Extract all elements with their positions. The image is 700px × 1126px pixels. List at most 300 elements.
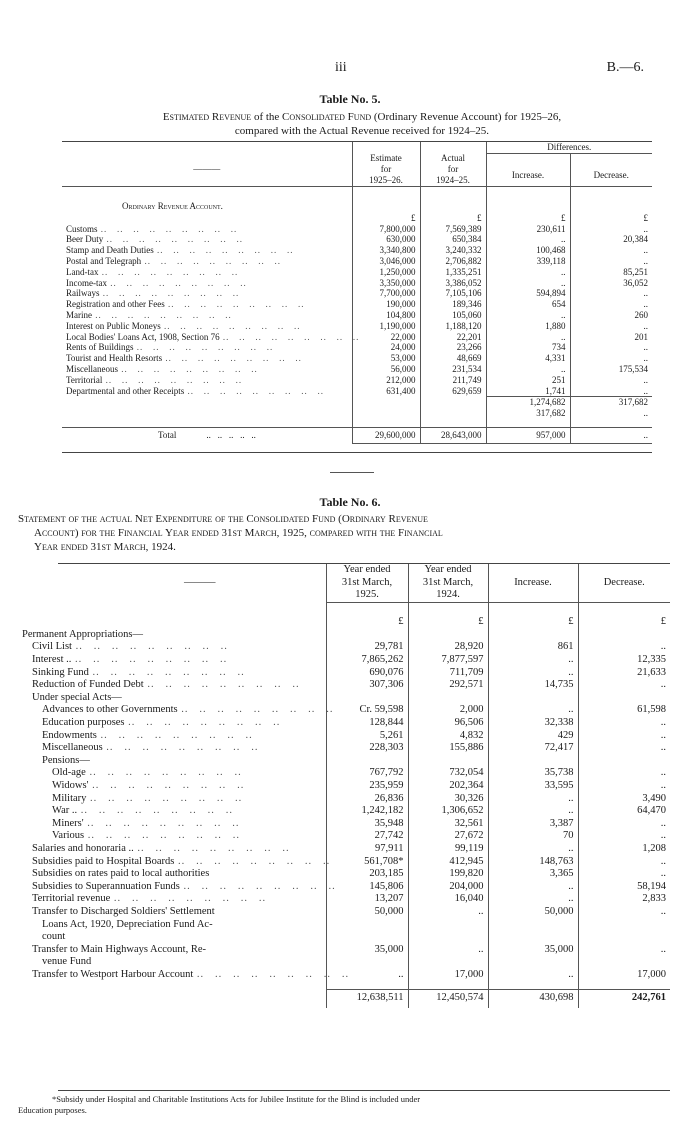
table5-cell-increase: 4,331	[486, 353, 570, 364]
table6-row-label: War .. .. .. .. .. .. .. .. .. ..	[52, 805, 233, 817]
table6-row-label: Under special Acts—	[32, 691, 122, 703]
table6-cell-1924: 17,000	[408, 969, 488, 982]
table5-cell-decrease: ..	[570, 321, 652, 332]
table6-row	[18, 730, 670, 743]
table6-row-label: Advances to other Governments .. .. .. .. .. .. .. .. ..	[42, 704, 334, 716]
table5-cell-decrease: 201	[570, 332, 652, 343]
table5-cell-decrease: ..	[570, 353, 652, 364]
page-number: iii	[335, 60, 347, 75]
table6-cell-1925: 228,303	[326, 742, 408, 755]
table6-row-label: Reduction of Funded Debt .. .. .. .. .. .. .. .. ..	[32, 679, 300, 691]
table5-row	[62, 245, 652, 256]
table6-cell-1924: 96,506	[408, 717, 488, 730]
table6-cell-decrease: ..	[578, 830, 670, 843]
table6-cell-1925: 13,207	[326, 893, 408, 906]
table6-bottom-rule	[58, 1090, 670, 1091]
table6-cell-1924: 16,040	[408, 893, 488, 906]
table5-cell-decrease: 175,534	[570, 364, 652, 375]
table5-row	[62, 332, 652, 343]
table6-cell-decrease: ..	[578, 767, 670, 780]
table6-cell-decrease	[578, 956, 670, 969]
table6-row	[18, 956, 670, 969]
table6-cell-1924: 732,054	[408, 767, 488, 780]
table5-cell-increase: 251	[486, 375, 570, 386]
table5-header-dash: ———	[193, 164, 221, 175]
table6-cell-1924: 99,119	[408, 843, 488, 856]
table6-cell-1925: 145,806	[326, 881, 408, 894]
table6-row-label: Subsidies on rates paid to local authorities	[32, 868, 210, 880]
table6-cell-1924: 28,920	[408, 641, 488, 654]
table6-row-label: Territorial revenue .. .. .. .. .. .. .. .. ..	[32, 893, 267, 905]
table6-row-label: venue Fund	[42, 956, 92, 968]
table6-row	[18, 906, 670, 919]
table5-bottom-rule	[62, 452, 652, 453]
table6-cell-1925	[326, 692, 408, 705]
table6-row	[18, 767, 670, 780]
table6-header-1925: Year ended	[326, 564, 408, 577]
table5-total-text: Total	[158, 429, 177, 440]
table6-row	[18, 654, 670, 667]
table5-row-label: Railways .. .. .. .. .. .. .. .. ..	[66, 288, 240, 299]
table6-header-1924-3: 1924.	[408, 589, 488, 602]
table6-row	[18, 868, 670, 881]
table6-cell-1924	[408, 931, 488, 944]
table6-cell-decrease	[578, 692, 670, 705]
table6-header-1924-2: 31st March,	[408, 577, 488, 590]
table6-cell-1925	[326, 931, 408, 944]
table5-cell-actual: 629,659	[420, 386, 486, 397]
table5-cell-actual: 650,384	[420, 234, 486, 245]
table6-row	[18, 830, 670, 843]
table5-cell-actual: 2,706,882	[420, 256, 486, 267]
table6-cell-increase: 70	[488, 830, 578, 843]
table5-cell-actual: 211,749	[420, 375, 486, 386]
table5-unit: £	[486, 213, 570, 224]
table5-row-label: Tourist and Health Resorts .. .. .. .. .. .. .. .. ..	[66, 353, 302, 364]
table5-row	[62, 386, 652, 397]
table6-row	[18, 818, 670, 831]
table6-cell-increase: 35,000	[488, 944, 578, 957]
table6-row	[18, 692, 670, 705]
table6-cell-1924: 1,306,652	[408, 805, 488, 818]
table6-row-label: Subsidies to Superannuation Funds .. .. .. .. .. .. .. .. ..	[32, 880, 336, 892]
table5-subtotal-increase: 1,274,682	[486, 397, 570, 408]
table6-row	[18, 667, 670, 680]
table6-cell-decrease: 61,598	[578, 704, 670, 717]
table6-cell-decrease: ..	[578, 906, 670, 919]
table6-cell-increase: ..	[488, 969, 578, 982]
table5-cell-estimate: 1,250,000	[352, 267, 420, 278]
table5-cell-actual: 48,669	[420, 353, 486, 364]
table6-cell-increase	[488, 629, 578, 642]
table5-cell-decrease: ..	[570, 224, 652, 235]
table6-cell-increase: ..	[488, 843, 578, 856]
table6-cell-increase: 72,417	[488, 742, 578, 755]
table5-unit: £	[570, 213, 652, 224]
table5-header-actual-3: 1924–25.	[420, 175, 486, 187]
table6-row	[18, 641, 670, 654]
table5-cell-increase: 654	[486, 299, 570, 310]
table5-cell-estimate: 7,700,000	[352, 288, 420, 299]
table5-cell-decrease: ..	[570, 386, 652, 397]
table6	[18, 564, 670, 1008]
table6-cell-increase	[488, 692, 578, 705]
table5-cell-estimate: 56,000	[352, 364, 420, 375]
table6-row	[18, 629, 670, 642]
table6-row-label: Miners' .. .. .. .. .. .. .. .. ..	[52, 817, 240, 829]
table5-row-label: Postal and Telegraph .. .. .. .. .. .. .. .. ..	[66, 256, 281, 267]
table6-cell-1924: ..	[408, 944, 488, 957]
table6-cell-increase: ..	[488, 793, 578, 806]
table6-cell-decrease: ..	[578, 856, 670, 869]
table6-row	[18, 931, 670, 944]
table5-total-decrease: ..	[570, 427, 652, 443]
table6-cell-1925: 97,911	[326, 843, 408, 856]
table5-total-actual: 28,643,000	[420, 427, 486, 443]
table6-cell-decrease: ..	[578, 679, 670, 692]
footnote	[18, 1094, 682, 1116]
table6-row	[18, 717, 670, 730]
table5-cell-actual: 231,534	[420, 364, 486, 375]
table6-total-increase: 430,698	[488, 990, 578, 1008]
table5-total-estimate: 29,600,000	[352, 427, 420, 443]
table6-cell-increase	[488, 755, 578, 768]
table5-cell-decrease: 20,384	[570, 234, 652, 245]
table6-cell-1924: 199,820	[408, 868, 488, 881]
table5-section-heading: Ordinary Revenue Account.	[122, 200, 223, 211]
table5-cell-increase: 339,118	[486, 256, 570, 267]
table5-subtotal-decrease: 317,682	[570, 397, 652, 408]
table6-cell-decrease: 3,490	[578, 793, 670, 806]
table6-cell-decrease: 17,000	[578, 969, 670, 982]
table6-row-label: Civil List .. .. .. .. .. .. .. .. ..	[32, 641, 228, 653]
document-reference: B.—6.	[606, 60, 644, 75]
table6-cell-decrease: ..	[578, 717, 670, 730]
table5-row	[62, 224, 652, 235]
table5-cell-estimate: 1,190,000	[352, 321, 420, 332]
table6-header-dash: ———	[184, 576, 216, 588]
table6-cell-decrease: 2,833	[578, 893, 670, 906]
table6-cell-decrease	[578, 755, 670, 768]
table6-cell-decrease: 58,194	[578, 881, 670, 894]
table5-subtotal-decrease-less: ..	[570, 408, 652, 419]
table6-cell-increase: 35,738	[488, 767, 578, 780]
table5-cell-estimate: 631,400	[352, 386, 420, 397]
table5-row-label: Beer Duty .. .. .. .. .. .. .. .. ..	[66, 234, 243, 245]
table5-row	[62, 321, 652, 332]
table5-cell-decrease: 36,052	[570, 278, 652, 289]
table6-cell-increase: ..	[488, 805, 578, 818]
table5-cell-estimate: 3,340,800	[352, 245, 420, 256]
table6-cell-1924	[408, 919, 488, 932]
table5-cell-estimate: 630,000	[352, 234, 420, 245]
table6-row	[18, 704, 670, 717]
table6-row-label: Sinking Fund .. .. .. .. .. .. .. .. ..	[32, 666, 245, 678]
table6-cell-1925: 1,242,182	[326, 805, 408, 818]
table6-total-decrease: 242,761	[578, 990, 670, 1008]
table5-cell-estimate: 3,350,000	[352, 278, 420, 289]
table6-cell-increase: 14,735	[488, 679, 578, 692]
table6-row-label: Pensions—	[42, 754, 90, 766]
table6-cell-decrease: ..	[578, 868, 670, 881]
table6-row	[18, 919, 670, 932]
table6-header-increase: Increase.	[488, 564, 578, 602]
table5-cell-decrease: ..	[570, 342, 652, 353]
table6-row	[18, 793, 670, 806]
table6-unit: £	[326, 616, 408, 629]
table5	[62, 142, 652, 444]
table5-header-actual-2: for	[420, 164, 486, 175]
table5-row-label: Rents of Buildings .. .. .. .. .. .. .. .. ..	[66, 342, 274, 353]
table6-cell-decrease: 64,470	[578, 805, 670, 818]
table6-row-label: Various .. .. .. .. .. .. .. .. ..	[52, 830, 240, 842]
table5-subtotal-increase-less: 317,682	[486, 408, 570, 419]
table6-caption-line: Statement of the actual Net Expenditure of the Consolidated Fund (Ordinary Revenue	[18, 513, 428, 525]
table6-row	[18, 679, 670, 692]
table6-cell-decrease: 12,335	[578, 654, 670, 667]
table6-header-1925-3: 1925.	[326, 589, 408, 602]
table6-cell-1925: 26,836	[326, 793, 408, 806]
table6-cell-decrease	[578, 931, 670, 944]
table6-unit: £	[488, 616, 578, 629]
table6-row	[18, 742, 670, 755]
table5-header-increase: Increase.	[486, 164, 570, 187]
table5-row	[62, 278, 652, 289]
table6-cell-1925: 307,306	[326, 679, 408, 692]
table6-cell-1924: 2,000	[408, 704, 488, 717]
table6-cell-1924: 27,672	[408, 830, 488, 843]
table5-header-differences: Differences.	[486, 142, 652, 153]
table6-cell-increase: 429	[488, 730, 578, 743]
table6-row	[18, 755, 670, 768]
table6-cell-1925	[326, 919, 408, 932]
table6-caption	[18, 512, 682, 554]
table5-row-label: Registration and other Fees .. .. .. .. .. .. .. .. ..	[66, 299, 305, 310]
table5-cell-actual: 7,105,106	[420, 288, 486, 299]
table6-cell-decrease: ..	[578, 944, 670, 957]
table6-cell-decrease: 1,208	[578, 843, 670, 856]
table5-row	[62, 353, 652, 364]
table5-row	[62, 256, 652, 267]
table6-cell-decrease	[578, 919, 670, 932]
table5-row-label: Land-tax .. .. .. .. .. .. .. .. ..	[66, 266, 239, 277]
table6-cell-increase: ..	[488, 893, 578, 906]
table6-cell-1925: Cr. 59,598	[326, 704, 408, 717]
table6-cell-decrease: ..	[578, 780, 670, 793]
table5-cell-decrease: ..	[570, 375, 652, 386]
table6-cell-increase: ..	[488, 881, 578, 894]
table6-header-1924: Year ended	[408, 564, 488, 577]
table6-row-label: Subsidies paid to Hospital Boards .. .. .. .. .. .. .. .. ..	[32, 855, 331, 867]
table6-cell-increase: 33,595	[488, 780, 578, 793]
table5-row-label: Interest on Public Moneys .. .. .. .. .. .. .. .. ..	[66, 320, 301, 331]
table6-cell-1925: 203,185	[326, 868, 408, 881]
table5-cell-actual: 3,240,332	[420, 245, 486, 256]
table6-unit: £	[578, 616, 670, 629]
table5-unit: £	[420, 213, 486, 224]
table5-cell-actual: 22,201	[420, 332, 486, 343]
table6-cell-1925: 690,076	[326, 667, 408, 680]
table5-header-actual: Actual	[420, 153, 486, 164]
table5-cell-estimate: 53,000	[352, 353, 420, 364]
table5-cell-estimate: 22,000	[352, 332, 420, 343]
table6-cell-decrease: ..	[578, 730, 670, 743]
table5-header-estimate-3: 1925–26.	[352, 175, 420, 187]
table6-cell-1925: 35,000	[326, 944, 408, 957]
table6-cell-1924: 202,364	[408, 780, 488, 793]
table6-cell-1925: 7,865,262	[326, 654, 408, 667]
table5-row	[62, 288, 652, 299]
table5-cell-decrease: ..	[570, 256, 652, 267]
table6-row-label: Interest .. .. .. .. .. .. .. .. .. ..	[32, 654, 228, 666]
table6-total-1924: 12,450,574	[408, 990, 488, 1008]
table6-cell-increase: 3,387	[488, 818, 578, 831]
table6-cell-increase	[488, 919, 578, 932]
table6-cell-1924: 4,832	[408, 730, 488, 743]
table5-cell-increase: ..	[486, 332, 570, 343]
table5-cell-estimate: 3,046,000	[352, 256, 420, 267]
table5-header-estimate: Estimate	[352, 153, 420, 164]
table6-row-label: Military .. .. .. .. .. .. .. .. ..	[52, 792, 243, 804]
table5-cell-increase: ..	[486, 267, 570, 278]
table6-cell-1925: 235,959	[326, 780, 408, 793]
table6-cell-1924: 711,709	[408, 667, 488, 680]
table5-cell-increase: ..	[486, 278, 570, 289]
table5-total-label: Total .. .. .. .. ..	[62, 427, 352, 443]
table6-row-label: Transfer to Main Highways Account, Re-	[32, 943, 207, 955]
table5-row-label: Income-tax .. .. .. .. .. .. .. .. ..	[66, 277, 247, 288]
table5-row-label: Marine .. .. .. .. .. .. .. .. ..	[66, 310, 232, 321]
table5-cell-actual: 1,188,120	[420, 321, 486, 332]
table6-cell-1925	[326, 956, 408, 969]
table6-header-decrease: Decrease.	[578, 564, 670, 602]
table6-cell-1924	[408, 956, 488, 969]
table6-cell-1925: 35,948	[326, 818, 408, 831]
table6-row	[18, 893, 670, 906]
table6-cell-1925: 27,742	[326, 830, 408, 843]
table5-caption: Estimated Revenue of the Consolidated Fund (Ordinary Revenue Account) for 1925–26, compared with the Actual Revenue received for 1924–25.	[162, 111, 562, 137]
table6-row-label: Transfer to Discharged Soldiers' Settlement	[32, 905, 215, 917]
table6-total-1925: 12,638,511	[326, 990, 408, 1008]
table5-cell-increase: 734	[486, 342, 570, 353]
table5-cell-decrease: ..	[570, 245, 652, 256]
table6-row	[18, 944, 670, 957]
table6-cell-decrease: ..	[578, 818, 670, 831]
section-separator	[330, 472, 374, 473]
table6-row	[18, 780, 670, 793]
table5-row	[62, 234, 652, 245]
table6-cell-1925: 128,844	[326, 717, 408, 730]
table6-row	[18, 856, 670, 869]
table5-cell-actual: 1,335,251	[420, 267, 486, 278]
table5-cell-increase: ..	[486, 234, 570, 245]
table5-cell-decrease: ..	[570, 299, 652, 310]
table6-row	[18, 805, 670, 818]
table6-cell-1924: 7,877,597	[408, 654, 488, 667]
table5-row-label: Local Bodies' Loans Act, 1908, Section 76 .. .. .. .. .. .. .. .. ..	[66, 331, 360, 342]
table6-cell-1925: 50,000	[326, 906, 408, 919]
table6-cell-increase: ..	[488, 654, 578, 667]
table5-row	[62, 299, 652, 310]
table5-title: Table No. 5.	[319, 92, 381, 106]
table5-row	[62, 375, 652, 386]
table5-row	[62, 342, 652, 353]
table6-row	[18, 843, 670, 856]
table6-row-label: count	[42, 931, 66, 943]
table6-cell-increase: 148,763	[488, 856, 578, 869]
table6-cell-1925	[326, 755, 408, 768]
table6-cell-decrease: 21,633	[578, 667, 670, 680]
table5-row	[62, 310, 652, 321]
table6-cell-increase: 3,365	[488, 868, 578, 881]
table5-header-estimate-2: for	[352, 164, 420, 175]
table6-cell-increase	[488, 931, 578, 944]
footnote-line: Education purposes.	[18, 1105, 87, 1115]
table5-row-label: Stamp and Death Duties .. .. .. .. .. .. .. .. ..	[66, 245, 294, 256]
table6-row-label: Loans Act, 1920, Depreciation Fund Ac-	[42, 918, 213, 930]
table6-header-1925-2: 31st March,	[326, 577, 408, 590]
footnote-line: *Subsidy under Hospital and Charitable Institutions Acts for Jubilee Institute for the Blind is included under	[52, 1094, 421, 1104]
table5-cell-estimate: 104,800	[352, 310, 420, 321]
table6-row-label: Salaries and honoraria .. .. .. .. .. .. .. .. .. ..	[32, 842, 290, 854]
table6-row-label: Miscellaneous .. .. .. .. .. .. .. .. ..	[42, 742, 259, 754]
table6-cell-1925: 767,792	[326, 767, 408, 780]
table6-title: Table No. 6.	[319, 495, 381, 509]
table5-cell-decrease: ..	[570, 288, 652, 299]
table6-cell-1924: 412,945	[408, 856, 488, 869]
table5-header-decrease: Decrease.	[570, 164, 652, 187]
table6-cell-1924: 30,326	[408, 793, 488, 806]
table6-row-label: Transfer to Westport Harbour Account .. .. .. .. .. .. .. .. ..	[32, 968, 350, 980]
table5-cell-actual: 105,060	[420, 310, 486, 321]
table6-cell-1924: ..	[408, 906, 488, 919]
table6-cell-1924: 292,571	[408, 679, 488, 692]
table6-row	[18, 881, 670, 894]
table6-cell-1924	[408, 629, 488, 642]
table6-cell-increase: 50,000	[488, 906, 578, 919]
table6-row-label: Old-age .. .. .. .. .. .. .. .. ..	[52, 767, 242, 779]
table6-cell-1924	[408, 692, 488, 705]
table5-row-label: Departmental and other Receipts .. .. .. .. .. .. .. .. ..	[66, 385, 324, 396]
table6-cell-1925: 29,781	[326, 641, 408, 654]
table5-cell-actual: 7,569,389	[420, 224, 486, 235]
table6-cell-1924: 204,000	[408, 881, 488, 894]
table6-cell-1925	[326, 629, 408, 642]
table6-row-label: Permanent Appropriations—	[22, 628, 144, 640]
table5-cell-estimate: 190,000	[352, 299, 420, 310]
table6-cell-1925: 561,708*	[326, 856, 408, 869]
table6-cell-1925: 5,261	[326, 730, 408, 743]
table6-cell-decrease: ..	[578, 641, 670, 654]
table6-unit: £	[408, 616, 488, 629]
table6-cell-increase: ..	[488, 704, 578, 717]
table5-cell-increase: 594,894	[486, 288, 570, 299]
table6-cell-increase: 32,338	[488, 717, 578, 730]
table6-cell-1924: 32,561	[408, 818, 488, 831]
table5-row	[62, 267, 652, 278]
table6-row	[18, 969, 670, 982]
table5-cell-estimate: 7,800,000	[352, 224, 420, 235]
table5-cell-increase: 1,880	[486, 321, 570, 332]
table6-row-label: Widows' .. .. .. .. .. .. .. .. ..	[52, 780, 245, 791]
table5-row-label: Customs .. .. .. .. .. .. .. .. ..	[66, 223, 238, 234]
table6-caption-line: Account) for the Financial Year ended 31st March, 1925, compared with the Financial	[34, 527, 443, 539]
table6-cell-increase: ..	[488, 667, 578, 680]
table6-cell-increase: 861	[488, 641, 578, 654]
table5-row-label: Miscellaneous .. .. .. .. .. .. .. .. ..	[66, 364, 258, 375]
table5-cell-decrease: 260	[570, 310, 652, 321]
table5-cell-actual: 23,266	[420, 342, 486, 353]
